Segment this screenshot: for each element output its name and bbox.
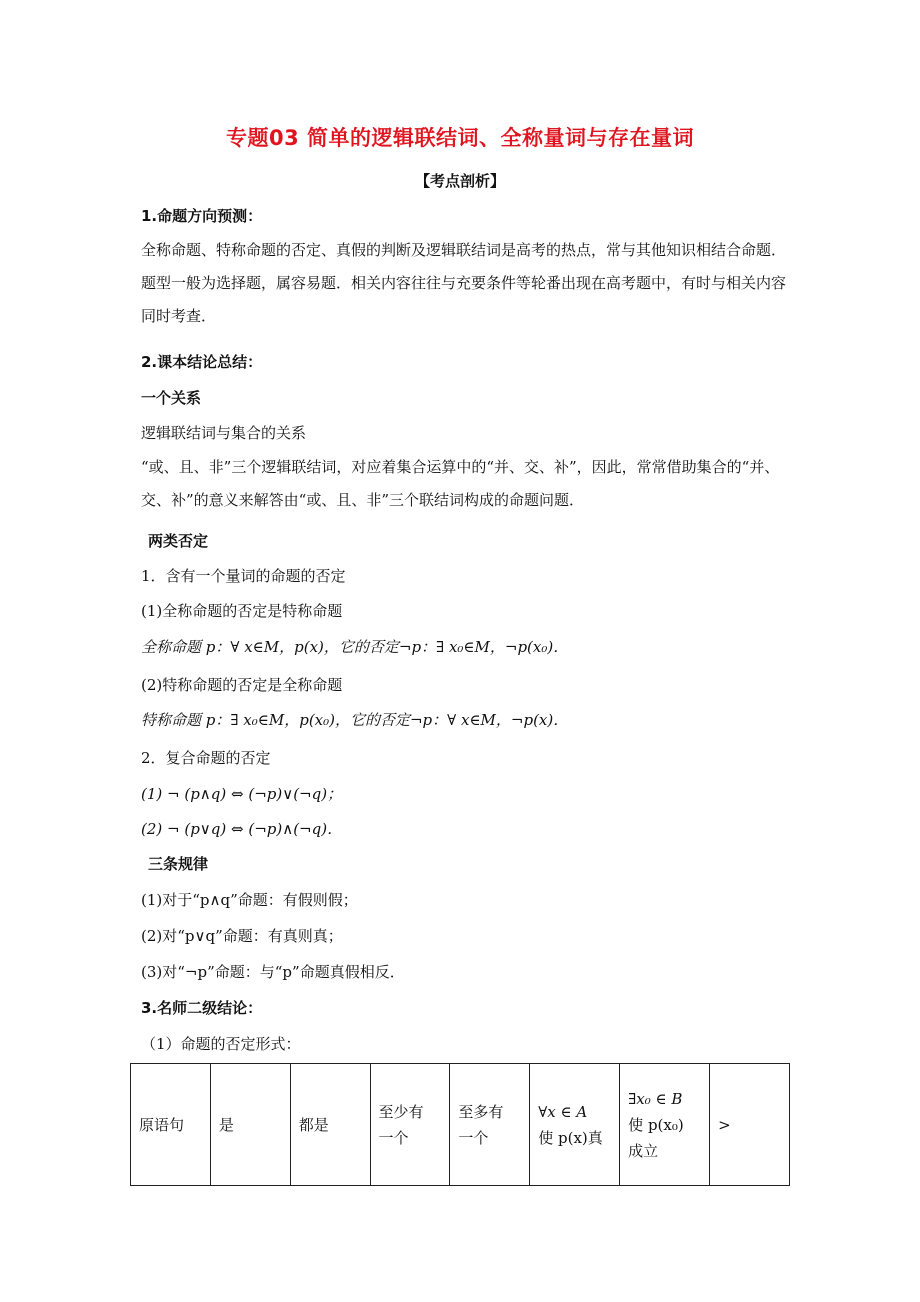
- negation-forms-table: [130, 1063, 790, 1186]
- table-cell: 至多有 一个: [450, 1064, 530, 1186]
- negation-forms-label: （1）命题的否定形式：: [141, 1035, 301, 1053]
- table-cell: 原语句: [131, 1064, 211, 1186]
- negation-item-1: 1．含有一个量词的命题的否定: [141, 567, 346, 585]
- compound-negation-or: (2) ¬ (p∨q) ⇔ (¬p)∧(¬q)．: [141, 820, 343, 838]
- heading-three-rules: 三条规律: [148, 855, 209, 873]
- negation-item-1-1: (1)全称命题的否定是特称命题: [141, 602, 343, 620]
- heading-textbook-conclusions: 2.课本结论总结：: [141, 353, 263, 371]
- table-cell: 是: [210, 1064, 290, 1186]
- table-cell: ∀x ∈ A 使 p(x)真: [530, 1064, 620, 1186]
- heading-one-relation: 一个关系: [141, 389, 202, 407]
- rule-3: (3)对“¬p”命题：与“p”命题真假相反．: [141, 963, 405, 981]
- table-cell: 都是: [290, 1064, 370, 1186]
- forecast-paragraph: 全称命题、特称命题的否定、真假的判断及逻辑联结词是高考的热点，常与其他知识相结合命题．题型一般为选择题，属容易题．相关内容往往与充要条件等轮番出现在高考题中，有时与相关内容同时考查．: [141, 241, 787, 325]
- heading-two-negations: 两类否定: [148, 532, 209, 550]
- heading-forecast: 1.命题方向预测：: [141, 207, 263, 225]
- table-cell: 至少有 一个: [370, 1064, 450, 1186]
- compound-negation-and: (1) ¬ (p∧q) ⇔ (¬p)∨(¬q)；: [141, 785, 343, 803]
- heading-teacher-conclusions: 3.名师二级结论：: [141, 999, 263, 1017]
- rule-1: (1)对于“p∧q”命题：有假则假；: [141, 891, 358, 909]
- relation-subtitle: 逻辑联结词与集合的关系: [141, 424, 307, 442]
- relation-paragraph: “或、且、非”三个逻辑联结词，对应着集合运算中的“并、交、补”，因此，常常借助集合的“并、交、补”的意义来解答由“或、且、非”三个联结词构成的命题问题．: [141, 458, 780, 509]
- universal-negation-formula: 全称命题 p：∀ x∈M，p(x)，它的否定¬p：∃ x₀∈M，¬p(x₀)．: [141, 638, 569, 656]
- page-title: 专题03 简单的逻辑联结词、全称量词与存在量词: [225, 126, 695, 150]
- table-cell: >: [710, 1064, 790, 1186]
- rule-2: (2)对“p∨q”命题：有真则真；: [141, 927, 343, 945]
- negation-item-1-2: (2)特称命题的否定是全称命题: [141, 676, 343, 694]
- negation-item-2: 2．复合命题的否定: [141, 749, 271, 767]
- table-row: [131, 1064, 790, 1186]
- table-cell: ∃x₀ ∈ B 使 p(x₀) 成立: [620, 1064, 710, 1186]
- existential-negation-formula: 特称命题 p：∃ x₀∈M，p(x₀)，它的否定¬p：∀ x∈M，¬p(x)．: [141, 711, 569, 729]
- section-subtitle: 【考点剖析】: [414, 172, 505, 190]
